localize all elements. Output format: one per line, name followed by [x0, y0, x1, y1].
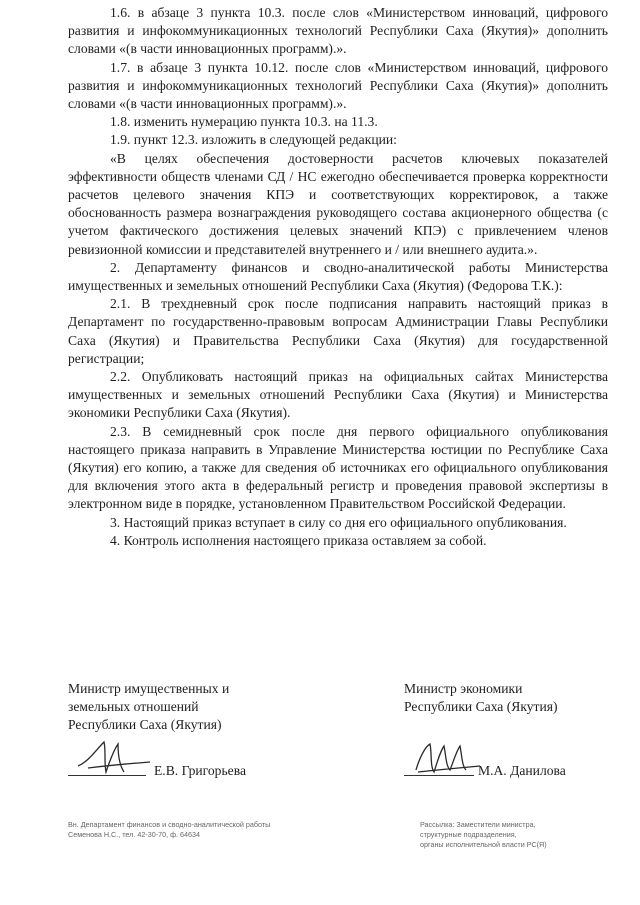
paragraph-2-1: 2.1. В трехдневный срок после подписания направить настоящий приказ в Департамент по государственно-правовым вопросам Администрации Главы Республики Саха (Якутия) и Правительства Республики Саха (Якутия) для государственной регистрации; — [68, 296, 608, 366]
footer-distribution — [420, 820, 620, 850]
paragraph-2-3: 2.3. В семидневный срок после дня первого официального опубликования настоящего приказа направить в Управление Министерства юстиции по Республике Саха (Якутия) его копию, а также для сведения об источниках его официального опубликования для включения этого акта в федеральный регистр и проведения правовой экспертизы в электронном виде в порядке, установленном Правительством Российской Федерации. — [68, 423, 608, 512]
paragraph-quote: «В целях обеспечения достоверности расчетов ключевых показателей эффективности обществ членами СД / НС ежегодно обеспечивается проверка корректности расчетов целевого значения КПЭ и соответствующих корректировок, а также обоснованность размера вознаграждения руководящего состава акционерного общества (с учетом фактического достижения целевых значений КПЭ) с привлечением членов ревизионной комиссии и представителей внутреннего и / или внешнего аудита.». — [68, 150, 608, 257]
footer-left-line-2: Семенова Н.С., тел. 42-30-70, ф. 64634 — [68, 830, 201, 839]
signature-block-left — [68, 680, 308, 780]
signer-title-line-2: земельных отношений — [68, 699, 199, 714]
paragraph-1-6: 1.6. в абзаце 3 пункта 10.3. после слов «Министерством инноваций, цифрового развития и инфокоммуникационных технологий Республики Саха (Якутия)» дополнить словами «(в части инновационных программ).». — [68, 5, 608, 57]
footer-right-line-2: структурные подразделения, — [420, 830, 517, 839]
signer-title-line-3: Республики Саха (Якутия) — [68, 717, 222, 732]
signature-block-right — [404, 680, 624, 780]
signer-name-left: Е.В. Григорьева — [154, 763, 246, 778]
paragraph-2-2: 2.2. Опубликовать настоящий приказ на официальных сайтах Министерства имущественных и земельных отношений Республики Саха (Якутия) и Министерства экономики Республики Саха (Якутия). — [68, 369, 608, 421]
signature-row-right — [404, 740, 624, 780]
document-body — [68, 4, 608, 550]
paragraph-1-7: 1.7. в абзаце 3 пункта 10.12. после слов «Министерством инноваций, цифрового развития и инфокоммуникационных технологий Республики Саха (Якутия)» дополнить словами «(в части инновационных программ).». — [68, 59, 608, 112]
footer-executor — [68, 820, 368, 840]
handwritten-signature-icon — [410, 736, 484, 778]
footer-right-line-3: органы исполнительной власти РС(Я) — [420, 840, 547, 849]
paragraph-2: 2. Департаменту финансов и сводно-аналитической работы Министерства имущественных и земельных отношений Республики Саха (Якутия) (Федорова Т.К.): — [68, 259, 608, 294]
handwritten-signature-icon — [74, 736, 154, 778]
signer-name-right: М.А. Данилова — [478, 763, 566, 778]
paragraph-4: 4. Контроль исполнения настоящего приказа оставляем за собой. — [110, 532, 487, 548]
footer-right-line-1: Рассылка: Заместители министра, — [420, 820, 536, 829]
footer-left-line-1: Вн. Департамент финансов и сводно-аналитической работы — [68, 820, 271, 829]
signature-row-left — [68, 740, 308, 780]
signer-title-line-1: Министр экономики — [404, 681, 523, 696]
paragraph-3: 3. Настоящий приказ вступает в силу со дня его официального опубликования. — [110, 514, 567, 530]
signer-title-line-2: Республики Саха (Якутия) — [404, 699, 558, 714]
paragraph-1-9: 1.9. пункт 12.3. изложить в следующей редакции: — [110, 132, 397, 148]
signer-title-line-1: Министр имущественных и — [68, 681, 230, 696]
paragraph-1-8: 1.8. изменить нумерацию пункта 10.3. на 11.3. — [110, 114, 378, 130]
